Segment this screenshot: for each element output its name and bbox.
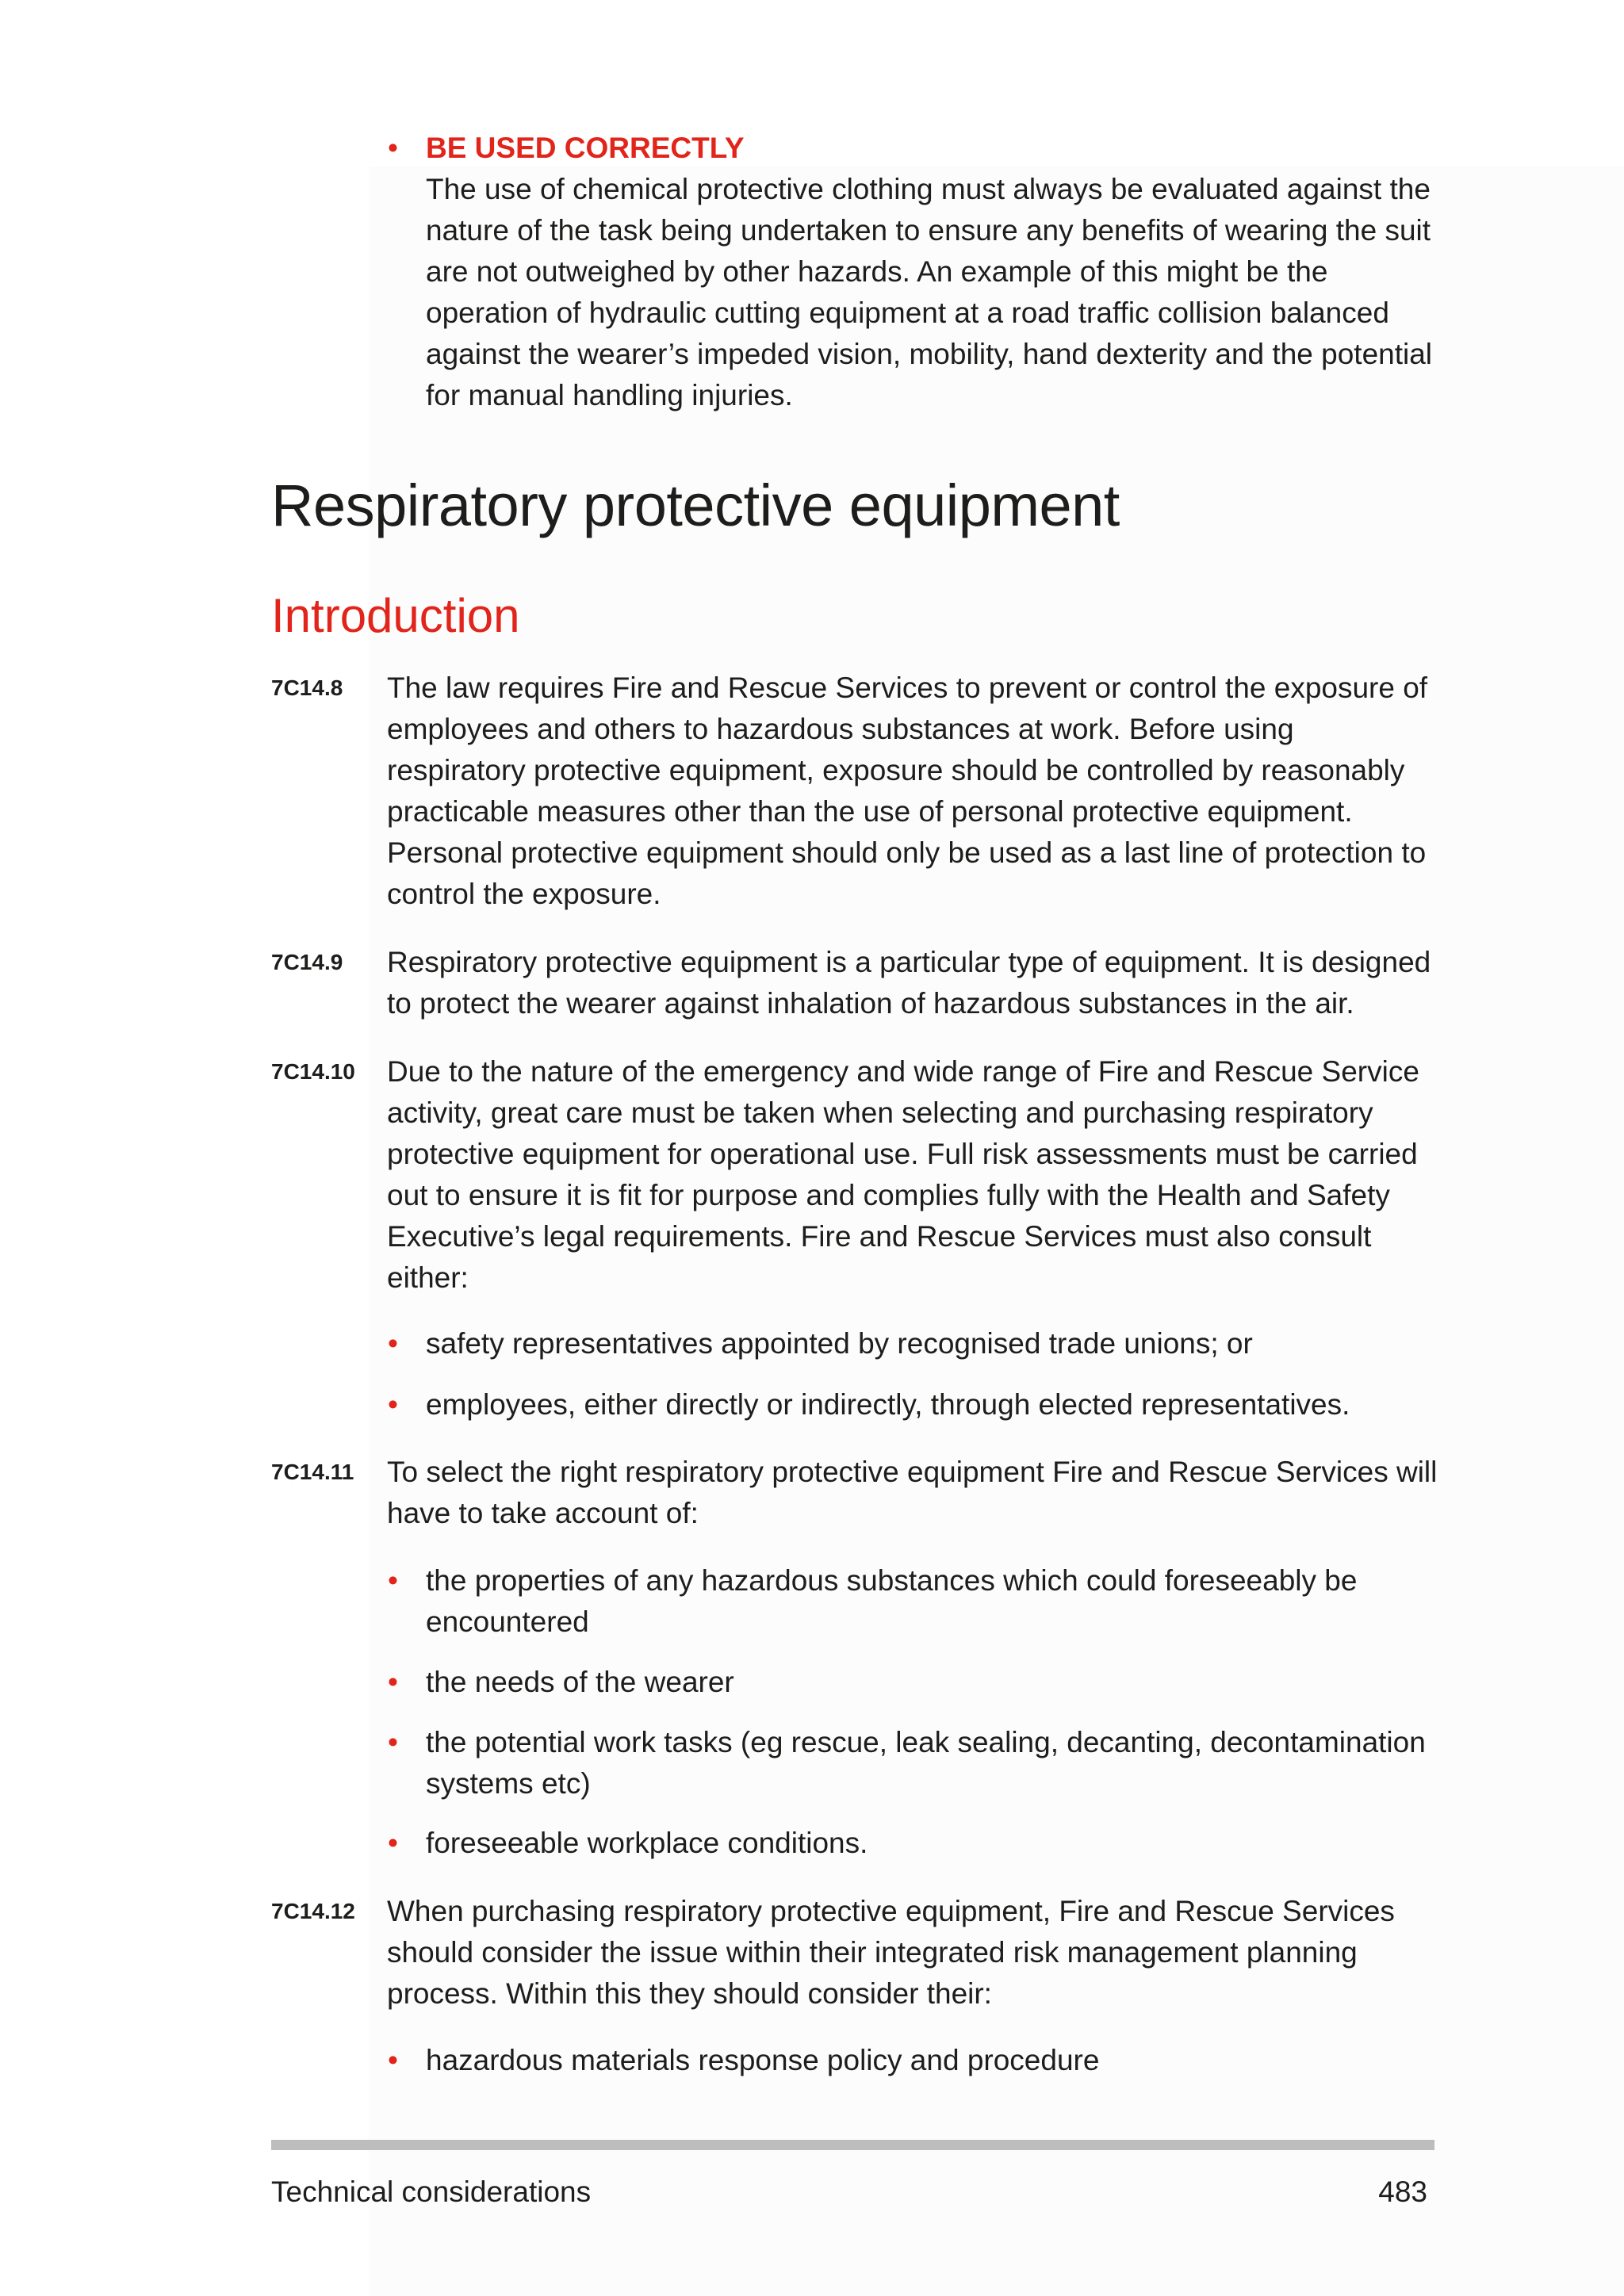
- bullet-dot-icon: •: [388, 1327, 398, 1360]
- bullet-dot-icon: •: [388, 1564, 398, 1597]
- list-item-text: hazardous materials response policy and procedure: [426, 2044, 1100, 2076]
- list-item: [388, 1384, 1441, 1425]
- lead-bullet-title: BE USED CORRECTLY: [426, 132, 745, 164]
- bullet-dot-icon: •: [388, 2044, 398, 2076]
- list-item: [388, 1323, 1441, 1364]
- paragraph-text: To select the right respiratory protective equipment Fire and Rescue Services will have to take account of:: [387, 1456, 1438, 1529]
- bullet-dot-icon: •: [388, 132, 398, 164]
- lead-bullet: [388, 128, 1441, 416]
- bullet-dot-icon: •: [388, 1666, 398, 1698]
- paragraph-text: Due to the nature of the emergency and wide range of Fire and Rescue Service activity, great care must be taken when selecting and purchasing respiratory protective equipment for operational use. Full risk assessments must be carried out to ensure it is fit for purpose and complies fully with the Health and Safety Executive’s legal requirements. Fire and Rescue Services must also consult either:: [387, 1055, 1419, 1294]
- list-item-text: the potential work tasks (eg rescue, leak sealing, decanting, decontamination systems etc): [426, 1726, 1426, 1800]
- paragraph-text: Respiratory protective equipment is a particular type of equipment. It is designed to protect the wearer against inhalation of hazardous substances in the air.: [387, 946, 1431, 1020]
- list-item-text: employees, either directly or indirectly, through elected representatives.: [426, 1388, 1350, 1421]
- list-item: [388, 1722, 1441, 1804]
- bullet-dot-icon: •: [388, 1388, 398, 1421]
- paragraph-number: 7C14.8: [271, 675, 343, 700]
- paragraph-number: 7C14.9: [271, 950, 343, 974]
- paragraph-number: 7C14.11: [271, 1460, 354, 1484]
- list-item-text: safety representatives appointed by recognised trade unions; or: [426, 1327, 1253, 1360]
- list-item: [388, 2040, 1441, 2081]
- lead-bullet-text: The use of chemical protective clothing must always be evaluated against the nature of the task being undertaken to ensure any benefits of wearing the suit are not outweighed by other hazards. An example of this might be the operation of hydraulic cutting equipment at a road traffic collision balanced against the wearer’s impeded vision, mobility, hand dexterity and the potential for manual handling injuries.: [426, 173, 1433, 411]
- list-item-text: foreseeable workplace conditions.: [426, 1827, 868, 1859]
- list-item: [388, 1662, 1441, 1703]
- section-title: Respiratory protective equipment: [271, 473, 1120, 538]
- paragraph-number: 7C14.12: [271, 1899, 355, 1923]
- page-number: 483: [1378, 2175, 1427, 2208]
- footer-section-title: Technical considerations: [271, 2175, 592, 2208]
- bullet-dot-icon: •: [388, 1827, 398, 1859]
- subsection-title: Introduction: [271, 589, 520, 642]
- bullet-dot-icon: •: [388, 1726, 398, 1758]
- list-item-text: the properties of any hazardous substances which could foreseeably be encountered: [426, 1564, 1358, 1638]
- list-item-text: the needs of the wearer: [426, 1666, 734, 1698]
- paragraph-number: 7C14.10: [271, 1059, 355, 1084]
- list-item: [388, 1560, 1441, 1643]
- paragraph-text: The law requires Fire and Rescue Services to prevent or control the exposure of employees and others to hazardous substances at work. Before using respiratory protective equipment, exposure should be controlled by reasonably practicable measures other than the use of personal protective equipment. Personal protective equipment should only be used as a last line of protection to control the exposure.: [387, 672, 1428, 910]
- list-item: [388, 1823, 1441, 1864]
- paragraph-text: When purchasing respiratory protective equipment, Fire and Rescue Services should consider the issue within their integrated risk management planning process. Within this they should consider their:: [387, 1895, 1395, 2010]
- footer-rule: [271, 2140, 1434, 2150]
